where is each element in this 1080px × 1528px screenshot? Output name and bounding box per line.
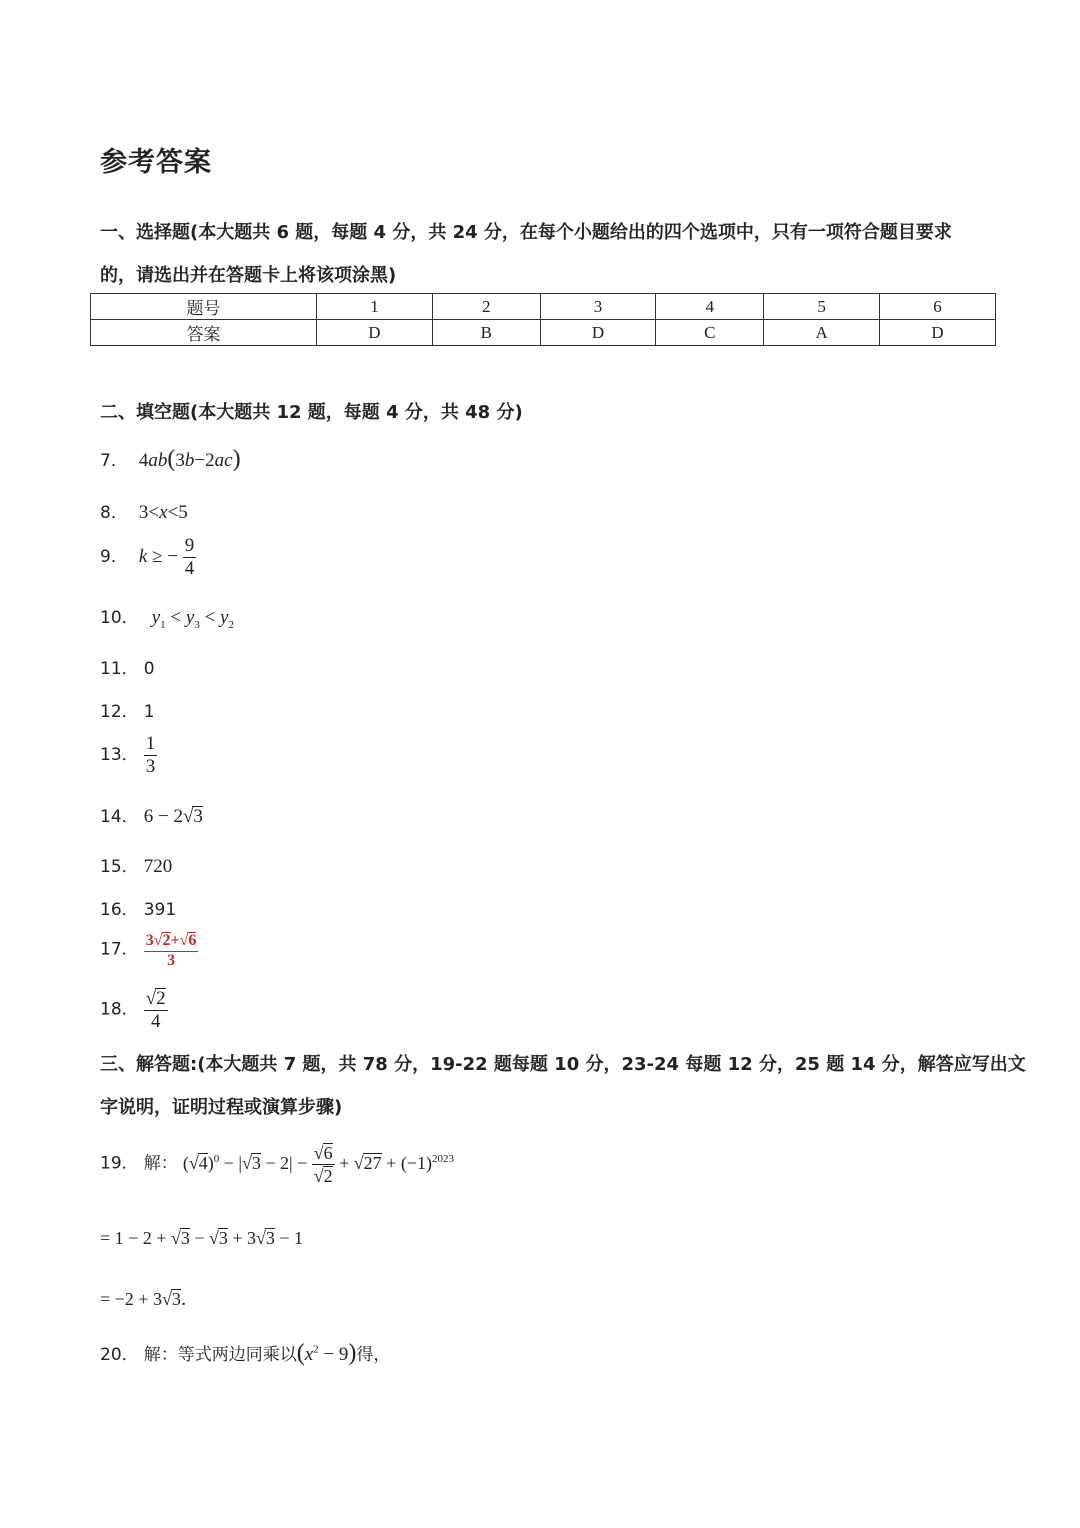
answer-item-10 xyxy=(100,603,234,631)
table-cell: 3 xyxy=(540,294,656,320)
table-cell: C xyxy=(656,320,764,346)
question-expression: $(√4)^0 - |√3 - 2|$ − $\frac{√6}{√2}$ + $√27 + (-1)^{2023}$ xyxy=(182,1143,454,1186)
item-number: 13． xyxy=(100,744,139,765)
item-number: 8． xyxy=(100,503,128,523)
answer-expression: $y_1 < y_3 < y_2$ xyxy=(151,607,234,631)
section3-heading-line1: 三、解答题:(本大题共 7 题，共 78 分，19-22 题每题 10 分，23-24 每题 12 分，25 题 14 分，解答应写出文 xyxy=(100,1054,1026,1075)
section1-heading-line1: 一、选择题(本大题共 6 题，每题 4 分，共 24 分，在每个小题给出的四个选项中，只有一项符合题目要求 xyxy=(100,222,952,243)
answer-item-11 xyxy=(100,654,155,679)
table-cell: D xyxy=(880,320,996,346)
answer-expression: $\frac{1}{3}$ xyxy=(145,733,156,777)
solution-step-2: = −2 + 3√3． xyxy=(100,1289,199,1309)
page-title: 参考答案 xyxy=(100,147,212,178)
item-number: 11． xyxy=(100,659,139,679)
solution-step-1: = 1 − 2 + √3 − √3 + 3√3 − 1 xyxy=(100,1228,304,1248)
section2-heading: 二、填空题(本大题共 12 题，每题 4 分，共 48 分) xyxy=(100,402,523,423)
item-number: 18． xyxy=(100,999,139,1020)
table-cell: B xyxy=(432,320,540,346)
answer-value: 1 xyxy=(143,702,155,722)
item-number: 16． xyxy=(100,900,139,920)
table-row xyxy=(91,320,996,346)
item-number: 12． xyxy=(100,702,139,722)
question-text: 解：等式两边同乘以 xyxy=(143,1345,297,1365)
answer-item-14 xyxy=(100,802,203,828)
answer-item-15 xyxy=(100,852,172,878)
question-expression: $(x^2 - 9)$ xyxy=(296,1340,357,1366)
answer-item-17 xyxy=(100,932,198,970)
table-cell: D xyxy=(317,320,433,346)
answer-value: 391 xyxy=(143,900,177,920)
table-header-answer: 答案 xyxy=(91,320,317,346)
section1-heading-line2: 的，请选出并在答题卡上将该项涂黑) xyxy=(100,265,397,286)
table-cell: 1 xyxy=(317,294,433,320)
table-cell: 6 xyxy=(880,294,996,320)
answer-expression: $\frac{3√2+√6}{3}$ xyxy=(145,932,197,969)
table-cell: 4 xyxy=(656,294,764,320)
answer-item-12 xyxy=(100,697,155,722)
item-number: 7． xyxy=(100,451,128,471)
item-number: 14． xyxy=(100,807,139,827)
answer-expression: 3<x<5 xyxy=(138,502,188,523)
item-number: 15． xyxy=(100,857,139,877)
table-cell: A xyxy=(764,320,880,346)
item-number: 20． xyxy=(100,1345,139,1365)
question-text-end: 得， xyxy=(356,1345,391,1365)
solution-label: 解： xyxy=(143,1153,178,1174)
answer-item-16 xyxy=(100,895,176,920)
item-number: 19． xyxy=(100,1153,139,1174)
answer-item-13 xyxy=(100,734,157,777)
answer-value: 720 xyxy=(143,856,173,877)
item-number: 10． xyxy=(100,608,139,628)
table-cell: 5 xyxy=(764,294,880,320)
item-number: 17． xyxy=(100,939,139,960)
answer-item-7 xyxy=(100,446,241,473)
item-number: 9． xyxy=(100,546,128,567)
answer-expression: 4ab(3b−2ac) xyxy=(138,446,241,472)
question-19 xyxy=(100,1143,454,1186)
answer-expression: k ≥ − $\frac{9}{4}$ xyxy=(138,535,195,579)
table-row xyxy=(91,294,996,320)
answer-item-18 xyxy=(100,988,168,1032)
table-header-question-no: 题号 xyxy=(91,294,317,320)
answer-item-9 xyxy=(100,536,196,579)
table-cell: D xyxy=(540,320,656,346)
section3-heading-line2: 字说明，证明过程或演算步骤) xyxy=(100,1097,343,1118)
answer-expression: 6 − 2√3 xyxy=(143,806,203,827)
answer-value: 0 xyxy=(143,659,155,679)
question-20 xyxy=(100,1340,390,1367)
answer-table xyxy=(90,293,996,346)
table-cell: 2 xyxy=(432,294,540,320)
answer-expression: $\frac{√2}{4}$ xyxy=(145,988,166,1032)
answer-item-8 xyxy=(100,498,188,524)
